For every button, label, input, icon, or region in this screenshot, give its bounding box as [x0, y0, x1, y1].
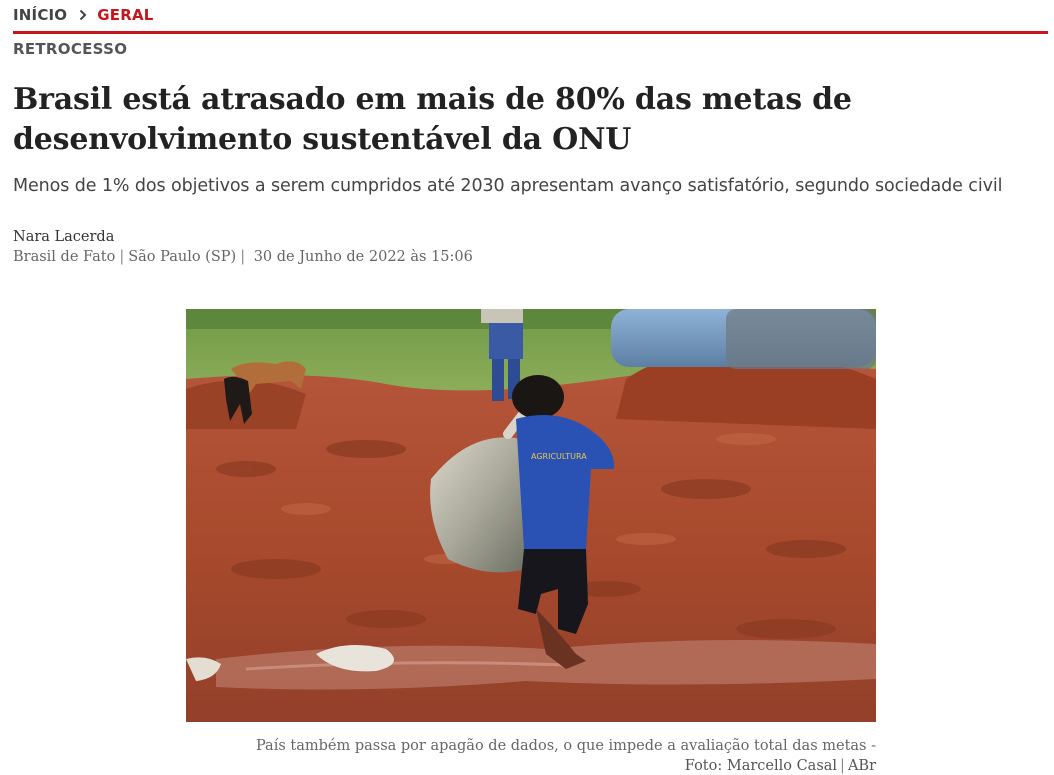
- photo-credit: Foto: Marcello Casal: [684, 758, 838, 774]
- chevron-right-icon: [79, 9, 87, 21]
- section-divider: [13, 31, 1048, 34]
- photo-caption-text: País também passa por apagão de dados, o que impede a avaliação total das metas -: [255, 738, 876, 754]
- photo-illustration: [186, 309, 876, 722]
- photo-caption: [186, 736, 876, 775]
- article-date: 30 de Junho de 2022 às 15:06: [253, 249, 473, 265]
- article-photo[interactable]: [186, 309, 876, 722]
- svg-text:AGRICULTURA: AGRICULTURA: [531, 452, 587, 461]
- article-meta: Brasil de Fato | São Paulo (SP) | 30 de Junho de 2022 às 15:06: [13, 249, 473, 265]
- article-location: São Paulo (SP): [128, 249, 237, 265]
- breadcrumb: [13, 6, 154, 24]
- breadcrumb-category-link[interactable]: GERAL: [97, 6, 154, 24]
- breadcrumb-home-link[interactable]: INÍCIO: [13, 6, 68, 24]
- author-name[interactable]: Nara Lacerda: [13, 229, 115, 245]
- outlet-name: Brasil de Fato: [13, 249, 116, 265]
- article-subtitle: Menos de 1% dos objetivos a serem cumpridos até 2030 apresentam avanço satisfatório, segundo sociedade civil: [13, 176, 1003, 196]
- article-headline: Brasil está atrasado em mais de 80% das metas de desenvolvimento sustentável da ONU: [13, 82, 852, 157]
- article-kicker: RETROCESSO: [13, 40, 128, 58]
- photo-agency: ABr: [847, 758, 876, 774]
- photo-credit-line: Foto: Marcello Casal | ABr: [684, 758, 876, 774]
